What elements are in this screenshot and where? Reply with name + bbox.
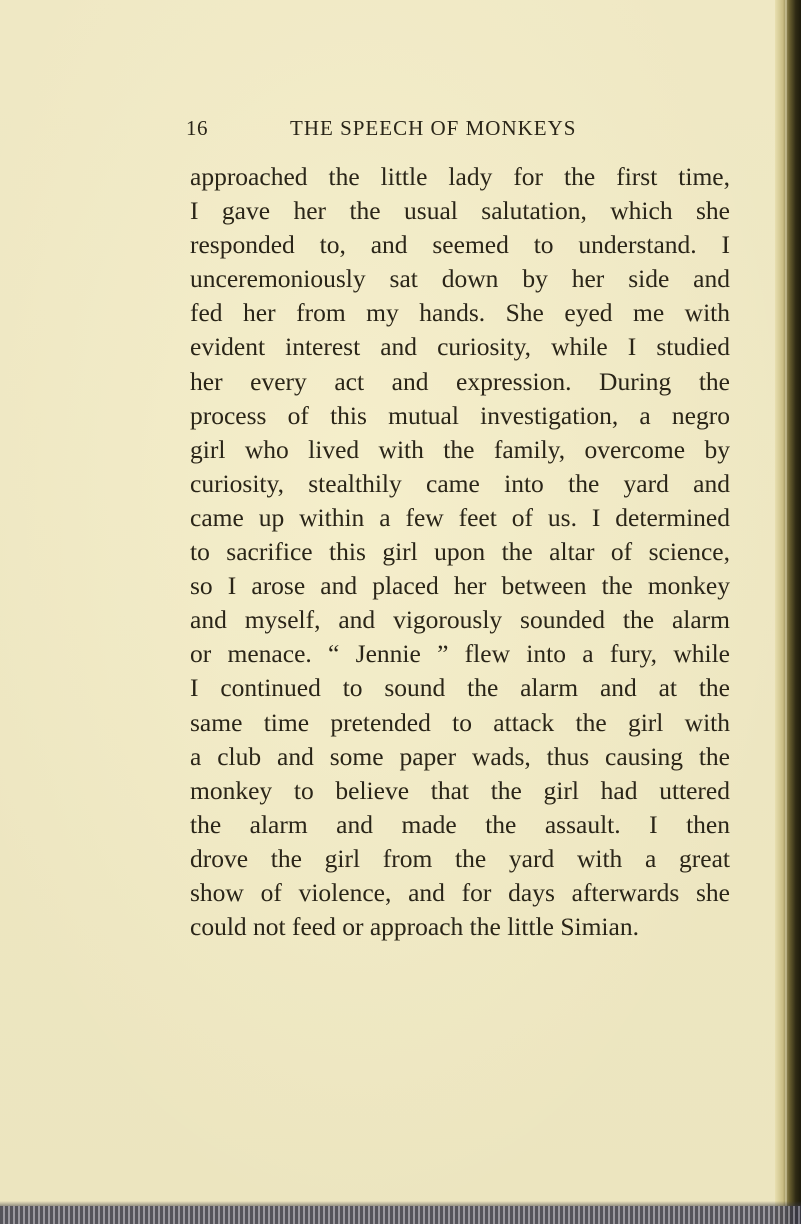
book-spine-edge bbox=[775, 0, 801, 1224]
text-line: unceremoniously sat down by her side and bbox=[190, 264, 730, 294]
text-line: evident interest and curiosity, while I studied bbox=[190, 332, 730, 362]
page-header bbox=[186, 116, 706, 144]
text-line: process of this mutual investigation, a negro bbox=[190, 400, 730, 430]
text-line: approached the little lady for the first time, bbox=[190, 162, 730, 191]
text-line: monkey to believe that the girl had uttered bbox=[190, 775, 730, 805]
text-line: to sacrifice this girl upon the altar of science, bbox=[190, 537, 730, 567]
text-line: drove the girl from the yard with a great bbox=[190, 843, 730, 873]
body-paragraph bbox=[190, 160, 730, 944]
text-line: the alarm and made the assault. I then bbox=[190, 809, 730, 839]
text-line: show of violence, and for days afterwards she bbox=[190, 877, 730, 907]
text-line: fed her from my hands. She eyed me with bbox=[190, 298, 730, 328]
text-line: could not feed or approach the little Simian. bbox=[190, 912, 639, 942]
text-line: so I arose and placed her between the monkey bbox=[190, 571, 730, 601]
text-line: curiosity, stealthily came into the yard and bbox=[190, 468, 730, 498]
text-line: girl who lived with the family, overcome by bbox=[190, 434, 730, 464]
bottom-page-edge bbox=[0, 1206, 801, 1224]
text-line: came up within a few feet of us. I determined bbox=[190, 502, 730, 532]
page-number: 16 bbox=[186, 116, 208, 140]
running-title: THE SPEECH OF MONKEYS bbox=[290, 116, 577, 140]
text-line: same time pretended to attack the girl with bbox=[190, 707, 730, 737]
spine-highlight bbox=[785, 0, 787, 1224]
text-line: a club and some paper wads, thus causing the bbox=[190, 741, 730, 771]
text-line: responded to, and seemed to understand. I bbox=[190, 230, 730, 260]
text-line: and myself, and vigorously sounded the alarm bbox=[190, 605, 730, 635]
text-line: I gave her the usual salutation, which she bbox=[190, 196, 730, 226]
text-line: her every act and expression. During the bbox=[190, 366, 730, 396]
text-line: or menace. “ Jennie ” flew into a fury, while bbox=[190, 639, 730, 669]
text-line: I continued to sound the alarm and at the bbox=[190, 673, 730, 703]
